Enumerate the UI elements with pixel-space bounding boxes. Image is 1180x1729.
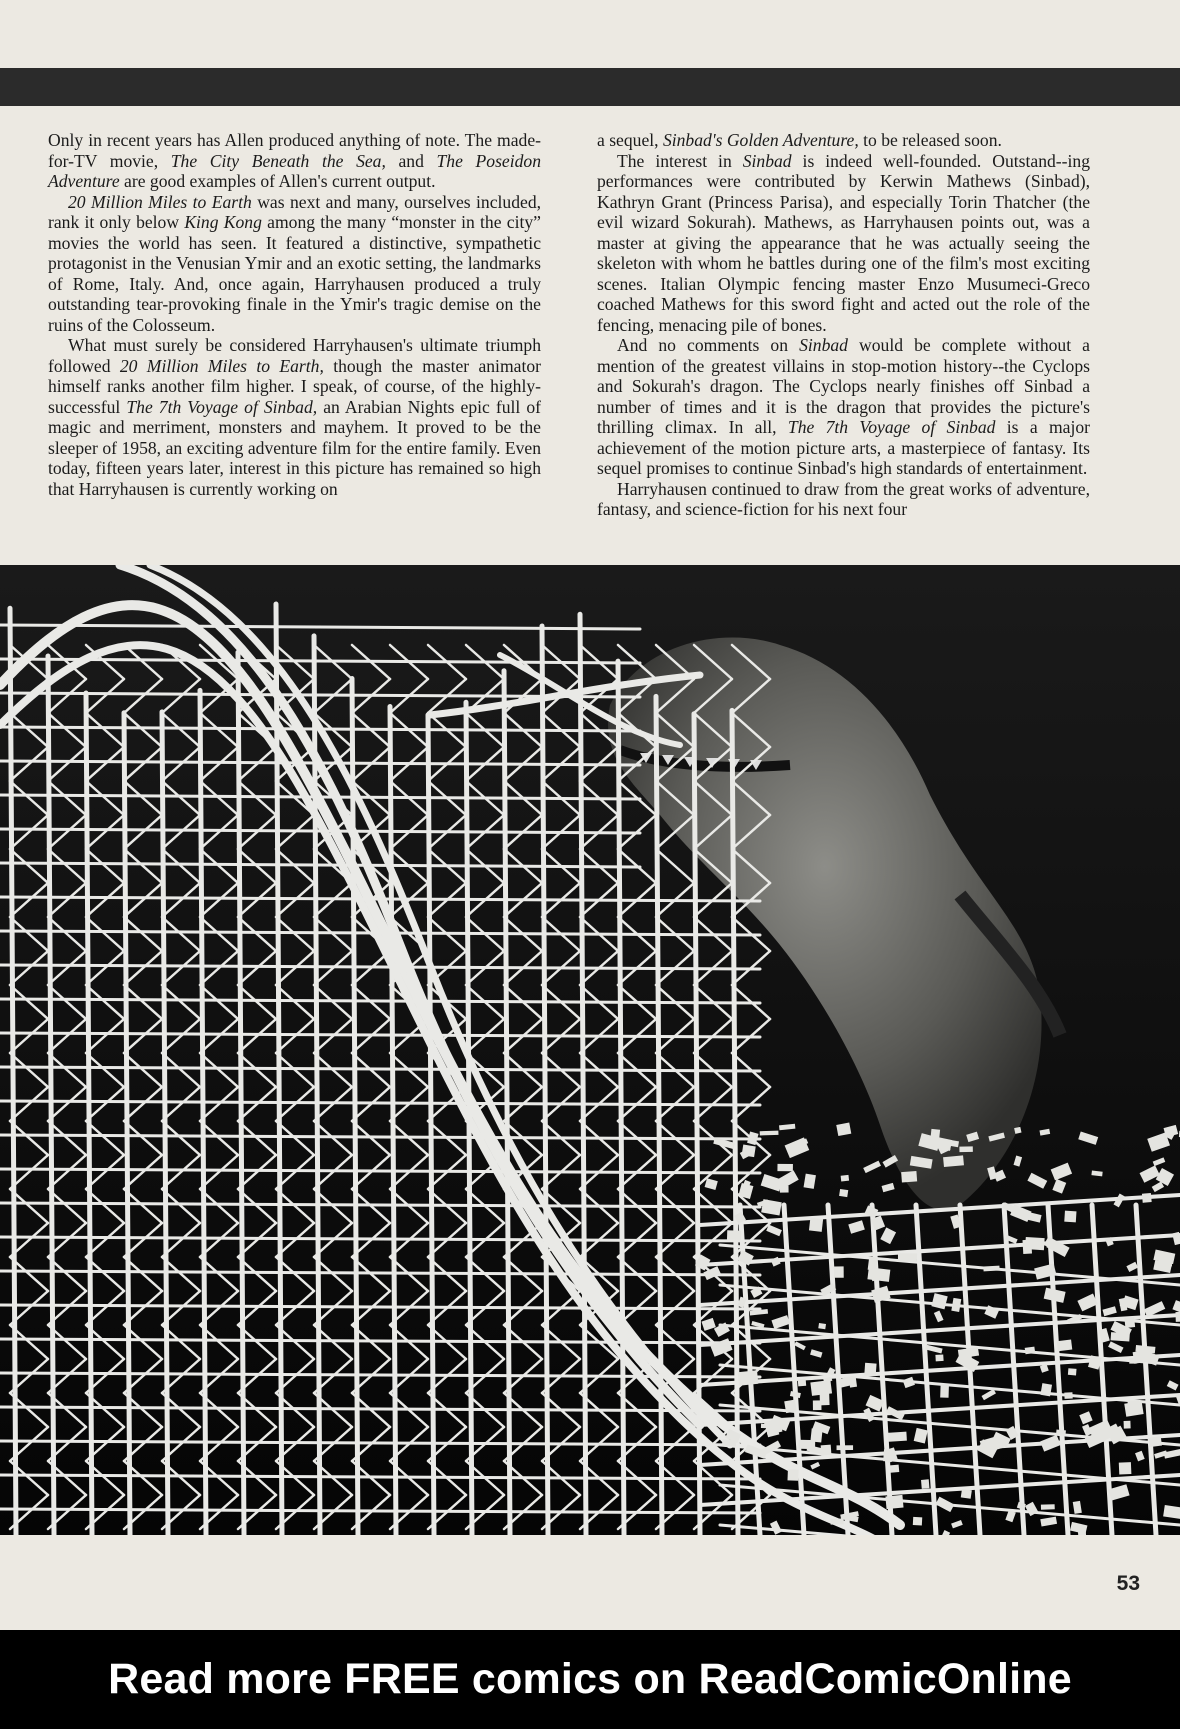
italic-title-text: Sinbad's Golden Adventure, bbox=[662, 130, 859, 150]
paragraph-text: Harryhausen continued to draw from the great works of adventure, fantasy, and science-fiction for his next four bbox=[597, 478, 1090, 519]
highlight-fleck bbox=[921, 1479, 929, 1489]
italic-title-text: 20 Million Miles to Earth bbox=[68, 191, 252, 212]
paragraph-text: Only in recent years has Allen produced anything of note. The made-for-TV movie, bbox=[48, 130, 541, 171]
highlight-fleck bbox=[1041, 1504, 1055, 1510]
highlight-fleck bbox=[1025, 1237, 1045, 1250]
paragraph-text: The interest in bbox=[617, 150, 743, 171]
photo-illustration bbox=[0, 565, 1180, 1535]
paragraph-text: are good examples of Allen's current output. bbox=[119, 171, 436, 191]
highlight-fleck bbox=[831, 1518, 844, 1524]
highlight-fleck bbox=[1124, 1317, 1135, 1328]
highlight-fleck bbox=[798, 1440, 815, 1449]
highlight-fleck bbox=[798, 1379, 806, 1387]
paragraph-text: would be complete without a mention of the greatest villains in stop-motion history--the Cyclops and Sokurah's dragon. The Cyclops nearly finishes off Sinbad a number of times and it is the dragon that provides the picture's thrilling climax. In all, bbox=[597, 335, 1090, 437]
highlight-fleck bbox=[1148, 1436, 1162, 1447]
paragraph-text: And no comments on bbox=[617, 335, 800, 355]
highlight-fleck bbox=[1124, 1401, 1143, 1417]
paragraph-text: though the master animator himself ranks another film higher. I speak, of course, of the highly-successful bbox=[48, 355, 541, 417]
highlight-fleck bbox=[1040, 1383, 1052, 1396]
highlight-fleck bbox=[788, 1469, 799, 1480]
highlight-fleck bbox=[1064, 1392, 1072, 1399]
highlight-fleck bbox=[930, 1129, 940, 1142]
article-paragraph bbox=[597, 335, 1090, 479]
highlight-fleck bbox=[834, 1266, 844, 1277]
italic-title-text: The City Beneath the Sea, bbox=[170, 150, 386, 171]
highlight-fleck bbox=[888, 1432, 907, 1442]
highlight-fleck bbox=[837, 1445, 854, 1450]
highlight-fleck bbox=[820, 1391, 830, 1405]
highlight-fleck bbox=[777, 1164, 793, 1171]
article-column-right bbox=[597, 130, 1090, 520]
highlight-fleck bbox=[864, 1363, 876, 1376]
highlight-fleck bbox=[867, 1267, 890, 1282]
italic-title-text: The Poseidon Adventure bbox=[48, 150, 541, 191]
italic-title-text: King Kong bbox=[184, 212, 262, 232]
highlight-fleck bbox=[983, 1266, 999, 1272]
top-header-bar bbox=[0, 68, 1180, 106]
highlight-fleck bbox=[727, 1230, 741, 1240]
paragraph-text: was next and many, ourselves included, rank it only below bbox=[48, 191, 542, 232]
highlight-fleck bbox=[901, 1171, 917, 1183]
paragraph-text: and bbox=[385, 150, 437, 171]
highlight-fleck bbox=[722, 1439, 736, 1446]
highlight-fleck bbox=[898, 1253, 917, 1262]
highlight-fleck bbox=[804, 1174, 816, 1189]
italic-title-text: 20 Million Miles to Earth, bbox=[119, 355, 324, 376]
article-column-left bbox=[48, 130, 541, 499]
highlight-fleck bbox=[890, 1465, 899, 1473]
article-paragraph bbox=[48, 130, 541, 192]
paragraph-text: is indeed well-founded. Outstand--ing performances were contributed by Kerwin Mathews (Sinbad), Kathryn Grant (Princess Parisa), and especially Torin Thatcher (the evil wizard Sokurah). Mathews, as Harryhausen points out, was a master at giving the appearance that he was actually seeing the skeleton with whom he battles during one of the film's most exciting scenes. Italian Olympic fencing master Enzo Musumeci-Greco coached Mathews for this sword fight and acted out the role of the fencing, menacing pile of bones. bbox=[597, 150, 1090, 335]
article-paragraph bbox=[48, 192, 541, 336]
highlight-fleck bbox=[1025, 1347, 1036, 1355]
paragraph-text: What must surely be considered Harryhausen's ultimate triumph followed bbox=[48, 335, 541, 376]
paragraph-text: an Arabian Nights epic full of magic and merriment, monsters and mayhem. It proved to be the sleeper of 1958, an exciting adventure film for the entire family. Even today, fifteen years later, interest in this picture has remained so high that Harryhausen is currently working on bbox=[48, 396, 541, 499]
highlight-fleck bbox=[1124, 1421, 1131, 1429]
italic-title-text: Sinbad bbox=[742, 150, 792, 171]
highlight-fleck bbox=[738, 1370, 759, 1385]
promo-banner[interactable] bbox=[0, 1630, 1180, 1729]
italic-title-text: Sinbad bbox=[799, 335, 848, 355]
paragraph-text: to be released soon. bbox=[858, 130, 1002, 150]
page-number: 53 bbox=[1116, 1572, 1140, 1595]
highlight-fleck bbox=[1175, 1311, 1180, 1322]
highlight-fleck bbox=[1056, 1430, 1066, 1436]
highlight-fleck bbox=[959, 1146, 973, 1152]
highlight-fleck bbox=[913, 1517, 922, 1526]
highlight-fleck bbox=[1064, 1211, 1076, 1223]
highlight-fleck bbox=[961, 1489, 972, 1499]
highlight-fleck bbox=[935, 1354, 943, 1361]
highlight-fleck bbox=[784, 1400, 797, 1414]
article-paragraph bbox=[597, 151, 1090, 336]
article-paragraph bbox=[597, 479, 1090, 520]
highlight-fleck bbox=[818, 1323, 826, 1329]
paragraph-text: among the many “monster in the city” movies the world has seen. It featured a distinctive, sympathetic protagonist in the Venusian Ymir and an exotic setting, the landmarks of Rome, Italy. And, once again, Harryhausen produced a truly outstanding tear-provoking finale in the Ymir's tragic demise on the ruins of the Colosseum. bbox=[48, 212, 541, 335]
highlight-fleck bbox=[1057, 1339, 1073, 1351]
italic-title-text: The 7th Voyage of Sinbad bbox=[787, 417, 996, 437]
highlight-fleck bbox=[841, 1175, 849, 1182]
highlight-fleck bbox=[760, 1131, 779, 1136]
roller-coaster-monster-photo bbox=[0, 565, 1180, 1535]
highlight-fleck bbox=[1142, 1193, 1152, 1203]
paragraph-text: is a major achievement of the motion picture arts, a masterpiece of fantasy. Its sequel promises to continue Sinbad's high standards of entertainment. bbox=[597, 417, 1090, 478]
article-paragraph bbox=[48, 335, 541, 499]
highlight-fleck bbox=[943, 1155, 964, 1167]
highlight-fleck bbox=[809, 1218, 823, 1232]
highlight-fleck bbox=[1119, 1462, 1132, 1474]
highlight-fleck bbox=[1068, 1368, 1077, 1375]
article-paragraph bbox=[597, 130, 1090, 151]
italic-title-text: The 7th Voyage of Sinbad, bbox=[126, 396, 318, 417]
highlight-fleck bbox=[940, 1384, 949, 1397]
highlight-fleck bbox=[839, 1189, 848, 1197]
paragraph-text: a sequel, bbox=[597, 130, 663, 150]
highlight-fleck bbox=[885, 1495, 903, 1509]
promo-banner-text[interactable]: Read more FREE comics on ReadComicOnline bbox=[108, 1655, 1072, 1703]
